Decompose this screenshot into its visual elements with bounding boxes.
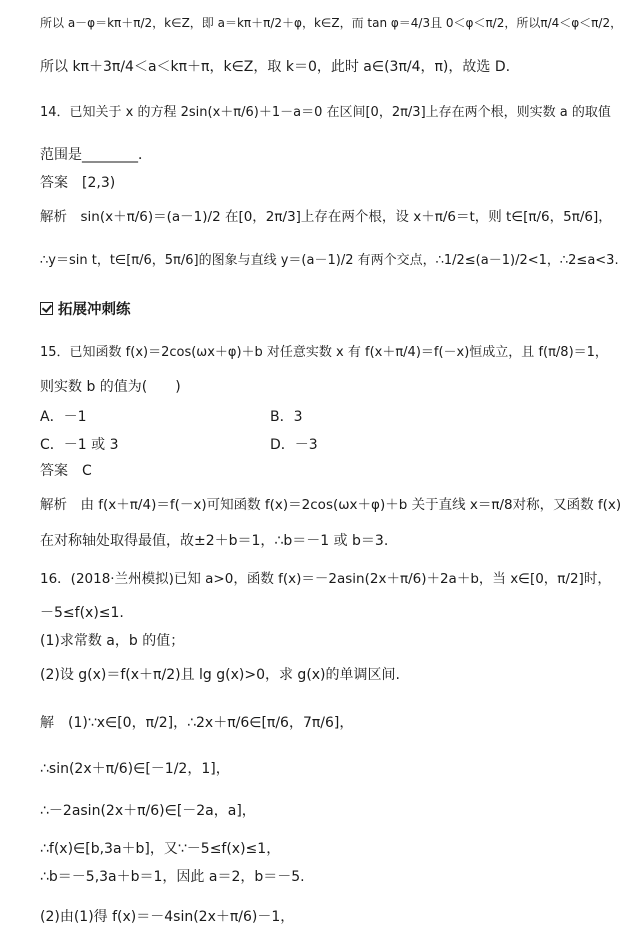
analysis-15: 解析 由 f(x＋π/4)＝f(－x)可知函数 f(x)＝2cos(ωx＋φ)＋b 关于直线 x＝π/8对称，又函数 f(x) [40, 497, 622, 513]
text-line: 则实数 b 的值为( ) [40, 379, 181, 395]
answer-14: 答案 [2,3) [40, 175, 116, 191]
option-c: C．－1 或 3 [40, 437, 119, 453]
analysis-14: 解析 sin(x＋π/6)＝(a－1)/2 在[0，2π/3]上存在两个根，设 x＋π/6＝t，则 t∈[π/6，5π/6]， [40, 209, 612, 225]
question-16-part-1: (1)求常数 a，b 的值； [40, 633, 185, 649]
question-14: 14．已知关于 x 的方程 2sin(x＋π/6)＋1－a＝0 在区间[0，2π/3]上存在两个根，则实数 a 的取值 [40, 105, 611, 120]
text-line: 所以 kπ＋3π/4＜a＜kπ＋π，k∈Z，取 k＝0，此时 a∈(3π/4，π)，故选 D. [40, 59, 511, 75]
answer-15: 答案 C [40, 463, 92, 479]
text-line: (2)由(1)得 f(x)＝－4sin(2x＋π/6)－1， [40, 909, 295, 925]
text-line: 范围是________． [40, 147, 152, 163]
question-16-part-2: (2)设 g(x)＝f(x＋π/2)且 lg g(x)>0，求 g(x)的单调区间. [40, 667, 400, 683]
text-line: ∴sin(2x＋π/6)∈[－1/2，1]， [40, 761, 230, 777]
option-a: A．－1 [40, 409, 87, 425]
text-line: 所以 a－φ＝kπ＋π/2，k∈Z，即 a＝kπ＋π/2＋φ，k∈Z，而 tan φ＝4/3且 0＜φ＜π/2，所以π/4＜φ＜π/2， [40, 16, 623, 30]
option-b: B．3 [270, 409, 303, 425]
text-line: 在对称轴处取得最值，故±2＋b＝1，∴b＝－1 或 b＝3. [40, 533, 389, 549]
text-line: ∴y＝sin t，t∈[π/6，5π/6]的图象与直线 y＝(a－1)/2 有两个交点，∴1/2≤(a－1)/2<1，∴2≤a<3. [40, 253, 619, 268]
text-line: ∴b＝－5,3a＋b＝1，因此 a＝2，b＝－5. [40, 869, 305, 885]
checkbox-icon [40, 302, 53, 315]
text-line: ∴－2asin(2x＋π/6)∈[－2a，a]， [40, 803, 256, 819]
option-d: D．－3 [270, 437, 318, 453]
question-16: 16．(2018·兰州模拟)已知 a>0，函数 f(x)＝－2asin(2x＋π/6)＋2a＋b，当 x∈[0，π/2]时， [40, 571, 611, 587]
section-header [40, 298, 131, 319]
section-title: 拓展冲刺练 [58, 302, 131, 318]
question-15: 15．已知函数 f(x)＝2cos(ωx＋φ)＋b 对任意实数 x 有 f(x＋π/4)＝f(－x)恒成立，且 f(π/8)＝1， [40, 345, 608, 360]
text-line: ∴f(x)∈[b,3a＋b]，又∵－5≤f(x)≤1， [40, 841, 281, 857]
solution-16: 解 (1)∵x∈[0，π/2]，∴2x＋π/6∈[π/6，7π/6]， [40, 715, 354, 731]
text-line: －5≤f(x)≤1. [40, 605, 124, 621]
